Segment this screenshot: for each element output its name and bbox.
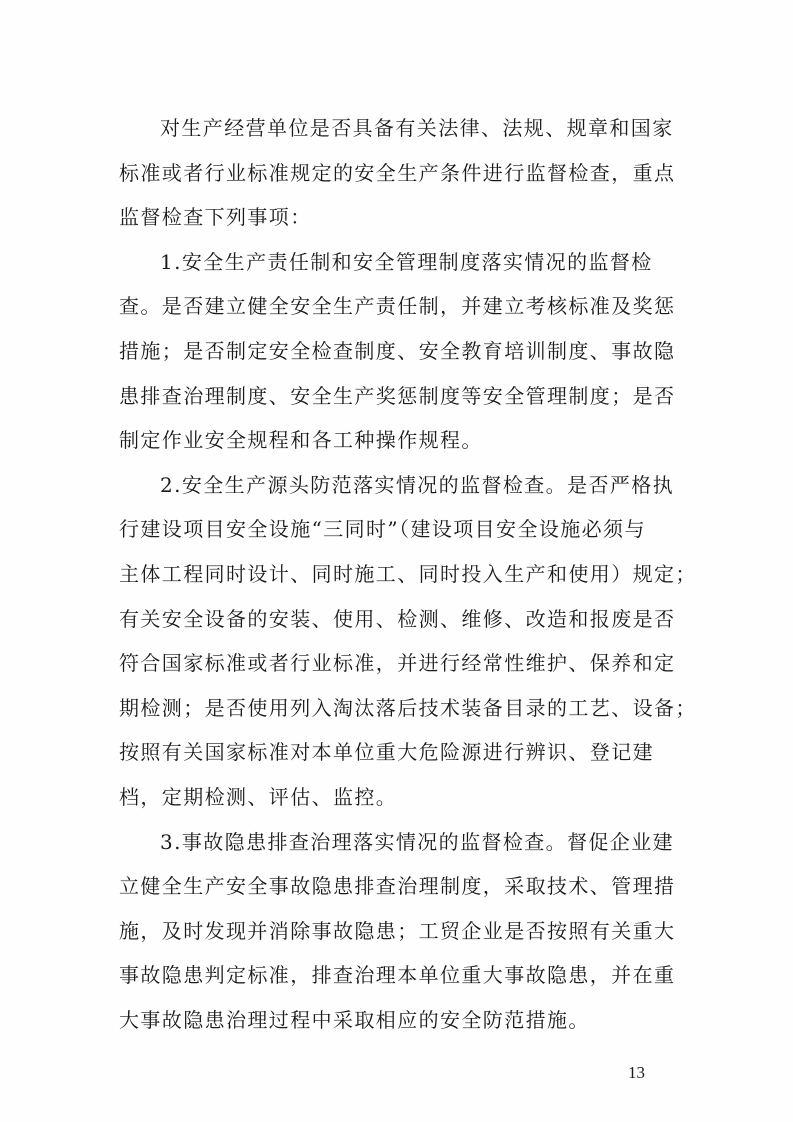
paragraph-item-2: [119, 463, 697, 820]
text-line: 措施；是否制定安全检查制度、安全教育培训制度、事故隐: [119, 338, 676, 363]
text-line: 查。是否建立健全安全生产责任制，并建立考核标准及奖惩: [119, 294, 676, 319]
text-line: 期检测；是否使用列入淘汰落后技术装备目录的工艺、设备；: [119, 695, 697, 720]
paragraph-intro: [119, 106, 679, 240]
body-text: [119, 106, 697, 1042]
text-line: 符合国家标准或者行业标准，并进行经常性维护、保养和定: [119, 651, 676, 676]
text-line: 1.安全生产责任制和安全管理制度落实情况的监督检: [160, 249, 653, 274]
page-number: 13: [628, 1063, 645, 1082]
text-line: 对生产经营单位是否具备有关法律、法规、规章和国家: [160, 116, 674, 140]
text-line: 大事故隐患治理过程中采取相应的安全防范措施。: [119, 1007, 590, 1032]
text-line: 患排查治理制度、安全生产奖惩制度等安全管理制度；是否: [119, 383, 676, 408]
text-line: 3.事故隐患排查治理落实情况的监督检查。督促企业建: [160, 829, 675, 854]
text-line: 档，定期检测、评估、监控。: [119, 784, 398, 809]
text-line: 标准或者行业标准规定的安全生产条件进行监督检查，重点: [119, 160, 676, 185]
text-line: 事故隐患判定标准，排查治理本单位重大事故隐患，并在重: [119, 963, 676, 988]
text-line: 2.安全生产源头防范落实情况的监督检查。是否严格执: [160, 472, 675, 497]
text-line: 制定作业安全规程和各工种操作规程。: [119, 428, 483, 453]
paragraph-item-3: [119, 820, 679, 1043]
text-line: 施，及时发现并消除事故隐患；工贸企业是否按照有关重大: [119, 918, 676, 943]
text-line: 行建设项目安全设施“三同时”（建设项目安全设施必须与: [119, 517, 646, 542]
text-line: 按照有关国家标准对本单位重大危险源进行辨识、登记建: [119, 740, 654, 765]
text-line: 有关安全设备的安装、使用、检测、维修、改造和报废是否: [119, 606, 676, 631]
text-line: 主体工程同时设计、同时施工、同时投入生产和使用）规定；: [119, 561, 697, 586]
text-line: 监督检查下列事项：: [119, 205, 312, 230]
text-line: 立健全生产安全事故隐患排查治理制度，采取技术、管理措: [119, 874, 676, 899]
paragraph-item-1: [119, 240, 679, 463]
